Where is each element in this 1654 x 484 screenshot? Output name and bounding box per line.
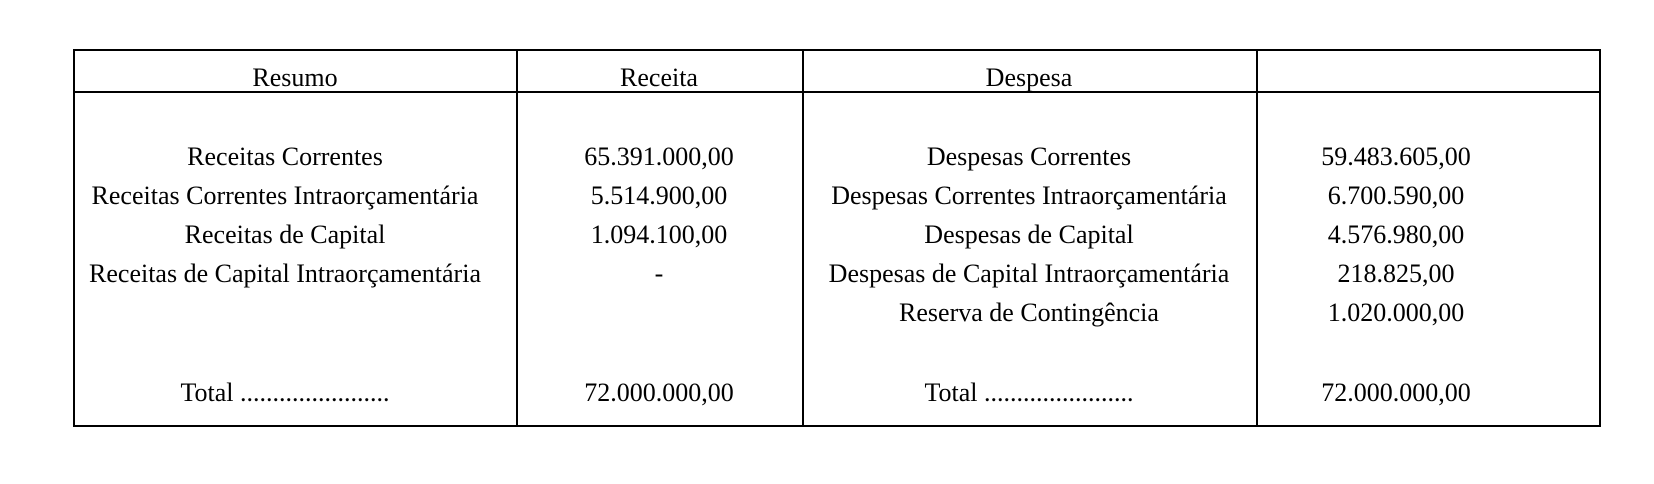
despesa-value: 4.576.980,00 [1327,220,1465,249]
despesa-label: Despesas de Capital [924,220,1134,249]
column-divider [516,51,518,425]
receita-label: Receitas Correntes [187,142,383,171]
budget-summary-table [73,49,1601,427]
despesa-value: 59.483.605,00 [1321,142,1471,171]
despesa-value: 1.020.000,00 [1327,298,1465,327]
receita-label: Receitas Correntes Intraorçamentária [91,181,479,210]
total-receita-label: Total ....................... [180,378,390,407]
despesa-label: Despesas de Capital Intraorçamentária [828,259,1230,288]
receita-value: - [654,259,664,288]
despesa-value: 6.700.590,00 [1327,181,1465,210]
receita-value: 65.391.000,00 [584,142,734,171]
total-receita-value: 72.000.000,00 [584,378,734,407]
despesa-label: Despesas Correntes [926,142,1132,171]
receita-value: 5.514.900,00 [590,181,728,210]
receita-label: Receitas de Capital Intraorçamentária [89,259,481,288]
header-receita: Receita [620,63,698,92]
column-divider [802,51,804,425]
total-despesa-value: 72.000.000,00 [1321,378,1471,407]
despesa-label: Reserva de Contingência [899,298,1159,327]
despesa-value: 218.825,00 [1337,259,1455,288]
column-divider [1256,51,1258,425]
receita-label: Receitas de Capital [184,220,386,249]
total-despesa-label: Total ....................... [924,378,1134,407]
header-resumo: Resumo [252,63,338,92]
receita-value: 1.094.100,00 [590,220,728,249]
despesa-label: Despesas Correntes Intraorçamentária [831,181,1227,210]
header-despesa: Despesa [985,63,1073,92]
